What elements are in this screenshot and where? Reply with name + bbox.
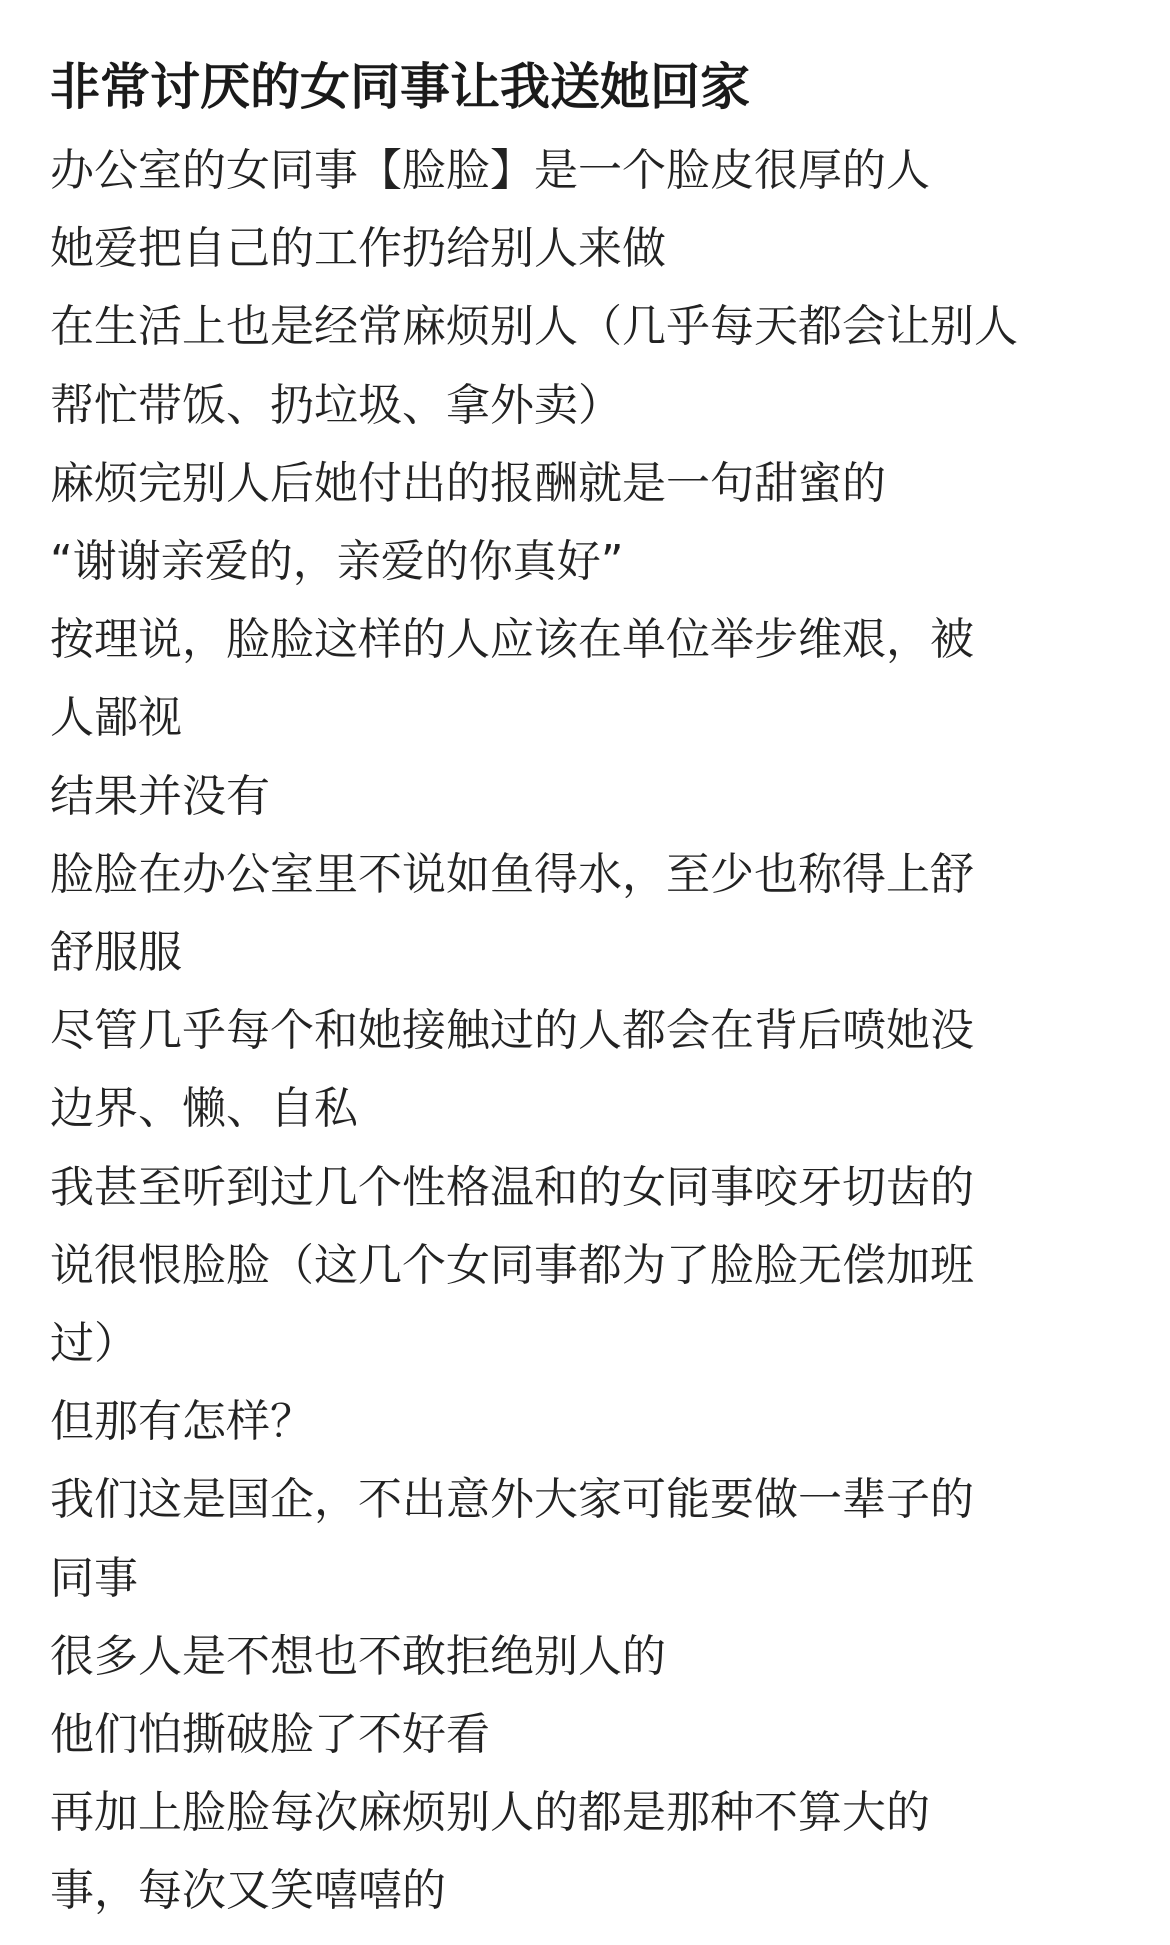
body-line: 办公室的女同事【脸脸】是一个脸皮很厚的人 [50, 145, 930, 196]
body-line: 过） [50, 1318, 138, 1370]
body-line: 她爱把自己的工作扔给别人来做 [50, 223, 666, 275]
body-line: 我甚至听到过几个性格温和的女同事咬牙切齿的 [50, 1161, 974, 1213]
body-line: 事，每次又笑嘻嘻的 [50, 1865, 446, 1917]
body-line: 边界、懒、自私 [50, 1083, 358, 1135]
body-line: 他们怕撕破脸了不好看 [50, 1709, 490, 1761]
body-line: 麻烦完别人后她付出的报酬就是一句甜蜜的 [50, 457, 886, 509]
body-line: 很多人是不想也不敢拒绝别人的 [50, 1630, 666, 1682]
body-line: 按理说，脸脸这样的人应该在单位举步维艰，被 [50, 614, 974, 666]
body-line: 尽管几乎每个和她接触过的人都会在背后喷她没 [50, 1005, 974, 1057]
body-line: 再加上脸脸每次麻烦别人的都是那种不算大的 [50, 1787, 930, 1839]
body-line: 我们这是国企，不出意外大家可能要做一辈子的 [50, 1474, 974, 1526]
body-line: 帮忙带饭、扔垃圾、拿外卖） [50, 379, 622, 431]
body-line: 同事 [50, 1552, 138, 1604]
body-line: 脸脸在办公室里不说如鱼得水，至少也称得上舒 [50, 848, 974, 900]
article-body [50, 132, 1130, 1931]
body-line: 在生活上也是经常麻烦别人（几乎每天都会让别人 [50, 301, 1018, 353]
body-line: “谢谢亲爱的，亲爱的你真好” [50, 536, 624, 588]
body-line: 舒服服 [50, 927, 182, 979]
body-line: 说很恨脸脸（这几个女同事都为了脸脸无偿加班 [50, 1239, 974, 1291]
body-line: 结果并没有 [50, 770, 270, 822]
article [50, 52, 1130, 1931]
body-line: 但那有怎样？ [50, 1396, 314, 1448]
article-title: 非常讨厌的女同事让我送她回家 [50, 58, 750, 116]
body-line: 人鄙视 [50, 692, 182, 744]
